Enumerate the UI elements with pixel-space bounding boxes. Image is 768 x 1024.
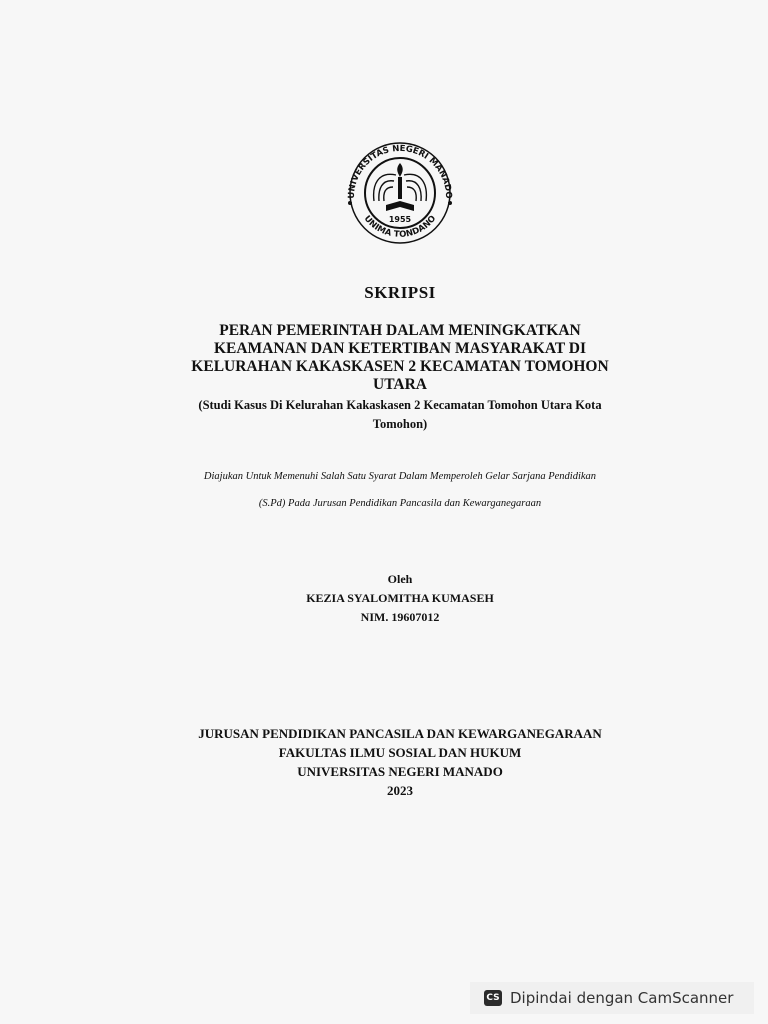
camscanner-icon: CS: [484, 990, 502, 1006]
subtitle-line: (Studi Kasus Di Kelurahan Kakaskasen 2 Kecamatan Tomohon Utara Kota: [198, 398, 602, 412]
purpose-line: (S.Pd) Pada Jurusan Pendidikan Pancasila dan Kewarganegaraan: [258, 498, 542, 509]
title-line: KELURAHAN KAKASKASEN 2 KECAMATAN TOMOHON: [191, 358, 609, 375]
purpose-line: Diajukan Untuk Memenuhi Salah Satu Syarat Dalam Memperoleh Gelar Sarjana Pendidikan: [203, 471, 597, 482]
title-line: KEAMANAN DAN KETERTIBAN MASYARAKAT DI: [213, 340, 587, 357]
faculty: FAKULTAS ILMU SOSIAL DAN HUKUM: [278, 745, 522, 760]
author-block: [0, 570, 768, 627]
seal-year: 1955: [388, 215, 412, 224]
by-label: Oleh: [387, 572, 413, 586]
author-name: KEZIA SYALOMITHA KUMASEH: [306, 591, 494, 605]
thesis-subtitle: [0, 396, 768, 434]
thesis-title: [0, 322, 768, 394]
department: JURUSAN PENDIDIKAN PANCASILA DAN KEWARGANEGARAAN: [198, 726, 602, 741]
year: 2023: [387, 783, 413, 798]
title-line: UTARA: [373, 376, 427, 393]
university: UNIVERSITAS NEGERI MANADO: [297, 764, 503, 779]
title-line: PERAN PEMERINTAH DALAM MENINGKATKAN: [219, 322, 581, 339]
institution-block: [0, 724, 768, 800]
university-seal: [338, 135, 462, 245]
thesis-purpose: [0, 463, 768, 517]
student-id: NIM. 19607012: [360, 610, 440, 624]
seal-ring-top-text: UNIVERSITAS NEGERI MANADO: [346, 143, 454, 199]
seal-ring-bottom-text: UNIMA TONDANO: [361, 213, 439, 240]
document-heading: SKRIPSI: [364, 283, 436, 302]
watermark-text: Dipindai dengan CamScanner: [510, 989, 734, 1007]
subtitle-line: Tomohon): [372, 417, 428, 431]
camscanner-watermark: [470, 982, 754, 1014]
